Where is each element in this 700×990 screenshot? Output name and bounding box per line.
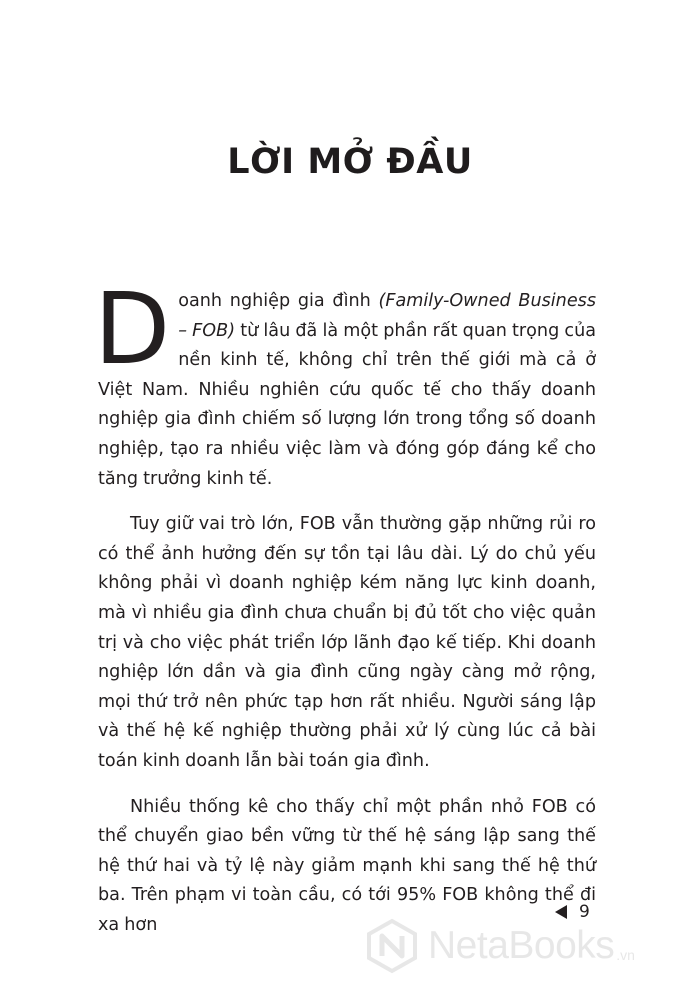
- drop-cap: D: [94, 272, 171, 387]
- paragraph-3: Nhiều thống kê cho thấy chỉ một phần nhỏ FOB có thể chuyển giao bền vững từ thế hệ sáng lập sang thế hệ thứ hai và tỷ lệ này giảm mạnh khi sang thế hệ thứ ba. Trên phạm vi toàn cầu, có tới 95% FOB không thể đi xa hơn: [98, 796, 596, 935]
- paragraph-1-end: từ lâu đã là một phần rất quan trọng của nền kinh tế, không chỉ trên thế giới mà cả ở Việt Nam. Nhiều nghiên cứu quốc tế cho thấy doanh nghiệp gia đình chiếm số lượng lớn trong tổng số doanh nghiệp, tạo ra nhiều việc làm và đóng góp đáng kể cho tăng trưởng kinh tế.: [98, 320, 596, 489]
- netabooks-logo-icon: [364, 918, 420, 974]
- paragraph-2: Tuy giữ vai trò lớn, FOB vẫn thường gặp những rủi ro có thể ảnh hưởng đến sự tồn tại lâu dài. Lý do chủ yếu không phải vì doanh nghiệp kém năng lực kinh doanh, mà vì nhiều gia đình chưa chuẩn bị đủ tốt cho việc quản trị và cho việc phát triển lớp lãnh đạo kế tiếp. Khi doanh nghiệp lớn dần và gia đình cũng ngày càng mở rộng, mọi thứ trở nên phức tạp hơn rất nhiều. Người sáng lập và thế hệ kế nghiệp thường phải xử lý cùng lúc cả bài toán kinh doanh lẫn bài toán gia đình.: [98, 514, 596, 771]
- watermark-suffix: .vn: [616, 947, 635, 963]
- paragraph-1-italic: (Family-Owned Business – FOB): [178, 291, 596, 341]
- paragraph-1: [94, 272, 596, 494]
- watermark-brand: NetaBooks: [428, 924, 615, 967]
- paragraph-1-start: oanh nghiệp gia đình: [178, 291, 379, 311]
- watermark: [364, 918, 635, 974]
- chapter-title: LỜI MỞ ĐẦU: [227, 142, 473, 182]
- triangle-left-icon: [555, 905, 567, 919]
- page-number: 9: [579, 902, 590, 922]
- body-text: [94, 272, 596, 956]
